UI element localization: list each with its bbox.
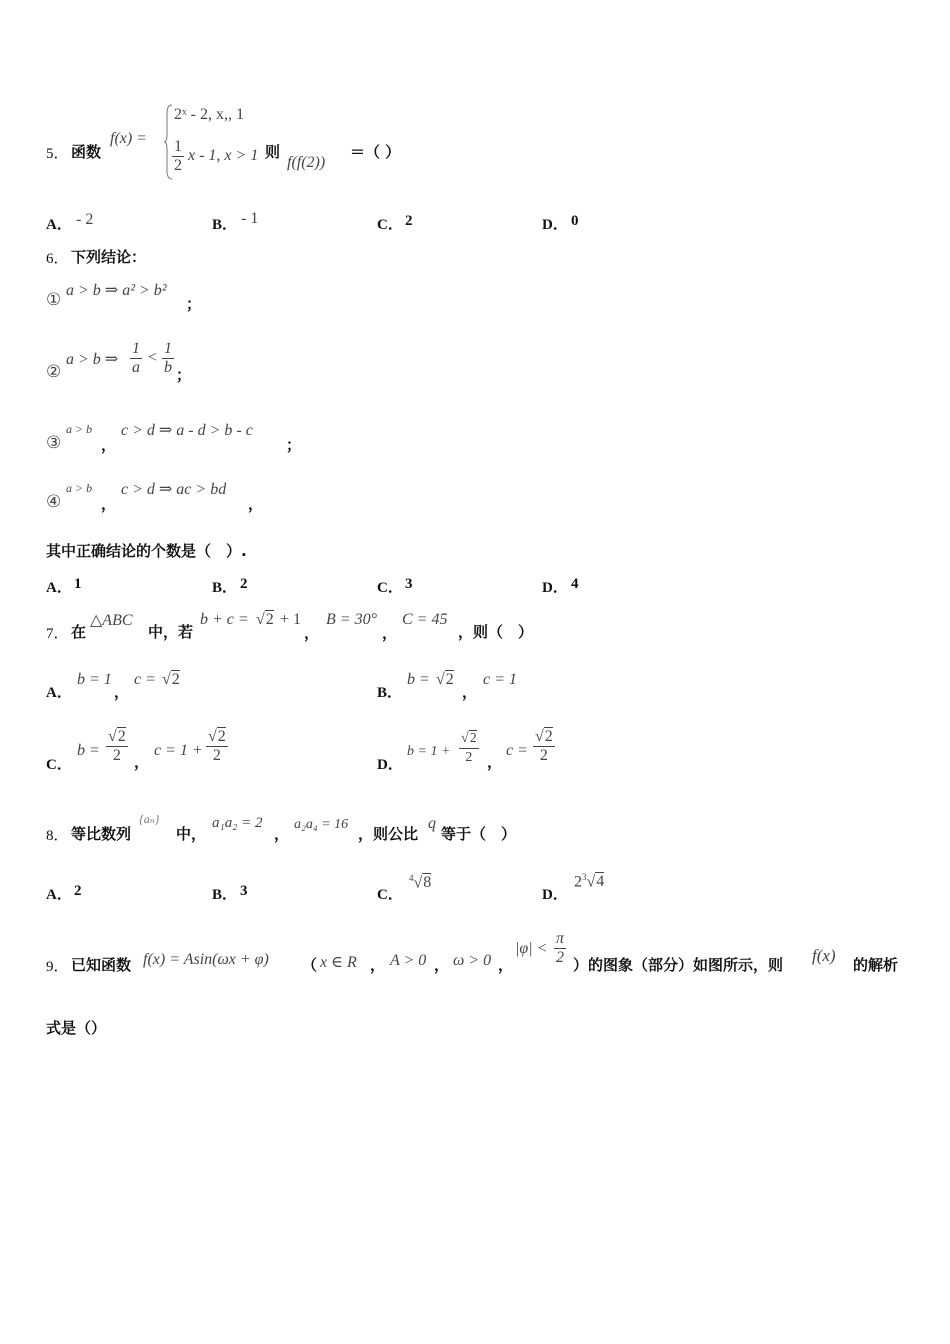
- q7-option-b-b-rad: 2: [445, 671, 454, 688]
- q7-option-d-c-num: 2: [544, 728, 553, 745]
- q7-option-a-comma: ，: [114, 683, 130, 701]
- q7-option-a-c-rad: 2: [171, 671, 180, 688]
- q7-option-a-letter: A．: [46, 685, 72, 701]
- q8-tail-a: ，则公比: [358, 825, 419, 843]
- q6-item1-end: ；: [186, 295, 202, 313]
- q6-option-b-letter: B．: [212, 580, 238, 596]
- q6-item2-end: ；: [176, 366, 192, 384]
- q6-item4-mark: ④: [46, 492, 62, 511]
- q7-option-c-comma: ，: [134, 753, 150, 771]
- q8-option-c-index: 4: [409, 873, 414, 883]
- q8-cond2: a₂a₄ = 16: [294, 817, 349, 832]
- q5-case2-frac-num: 1: [174, 138, 182, 155]
- q6-option-c-letter: C．: [377, 580, 403, 596]
- q5-number: 5．: [46, 146, 69, 162]
- q6-item4-end: ，: [248, 495, 264, 513]
- q5-option-b-value: - 1: [241, 210, 259, 227]
- q7-stem-b: 中，若: [148, 623, 194, 641]
- q8-q: q: [428, 815, 436, 832]
- q6-option-d-letter: D．: [542, 580, 568, 596]
- q9-sep1: ，: [370, 956, 386, 974]
- q8-cond1: a₁a₂ = 2: [212, 815, 263, 831]
- q7-stem-a: 在: [71, 623, 87, 641]
- q5-func-label: f(x) =: [110, 130, 147, 147]
- q7-cond2: B = 30°: [326, 611, 377, 628]
- q7-option-c-b-head: b =: [77, 742, 100, 759]
- q5-case2-fraction: [172, 138, 184, 175]
- q6-stem: 下列结论：: [71, 248, 147, 266]
- q7-option-d-b-num: 2: [469, 731, 477, 746]
- q6-item4-sep: ，: [101, 495, 117, 513]
- q5-option-c-letter: C．: [377, 217, 403, 233]
- q7-sep2: ，: [382, 624, 398, 642]
- q7-cond1-tail: + 1: [280, 611, 302, 628]
- q8-option-b-value: 3: [240, 883, 248, 899]
- q6-item3-sep: ，: [101, 436, 117, 454]
- q6-item4-head: a > b: [66, 481, 93, 495]
- q9-func: f(x) = Asin(ωx + φ): [143, 951, 269, 968]
- q7-option-a-radical: √2: [162, 671, 180, 688]
- q8-option-d-letter: D．: [542, 887, 568, 903]
- q6-item2-frac2-num: 1: [164, 340, 172, 357]
- q7-cond1-rad: 2: [265, 611, 274, 628]
- q9-number: 9．: [46, 959, 69, 975]
- q6-item1-expr: a > b ⇒ a² > b²: [66, 282, 167, 299]
- q6-item2-lt: <: [148, 349, 158, 366]
- q7-option-d-b-den: 2: [465, 750, 473, 765]
- q7-option-a-b: b = 1: [77, 671, 112, 688]
- q9-line2: 式是（）: [46, 1019, 107, 1037]
- q7-cond1-radical: √2: [256, 611, 274, 628]
- q9-c3-num: π: [556, 930, 565, 947]
- q9-tail: 的解析: [853, 956, 899, 974]
- q6-question: 其中正确结论的个数是（ ）.: [46, 542, 247, 560]
- q7-option-d-comma: ，: [487, 753, 503, 771]
- q7-sep1: ，: [304, 624, 320, 642]
- q8-option-c-rad: 8: [423, 874, 432, 892]
- q8-tail-b: 等于（ ）: [441, 825, 517, 843]
- q8-option-d-index: 3: [582, 872, 587, 882]
- q8-stem: 等比数列: [71, 825, 132, 843]
- q8-sep: ，: [274, 825, 290, 843]
- q6-item4-expr: c > d ⇒ ac > bd: [121, 481, 227, 498]
- q7-option-d-c-head: c =: [506, 742, 528, 759]
- q7-option-c-c-den: 2: [212, 747, 221, 764]
- q9-c3-den: 2: [556, 949, 564, 966]
- q5-option-b-letter: B．: [212, 217, 238, 233]
- q7-option-d-c-frac: $\frac{√2}{2}$: [535, 728, 553, 764]
- q8-option-b-letter: B．: [212, 887, 238, 903]
- q5-case2-tail: x - 1, x > 1: [188, 147, 259, 164]
- q7-option-c-b-den: 2: [112, 747, 121, 764]
- q7-cond3: C = 45: [402, 611, 448, 628]
- q6-item2-frac1: [130, 340, 142, 377]
- q5-option-a-value: - 2: [76, 211, 94, 228]
- q6-option-c-value: 3: [405, 576, 413, 592]
- q5-option-a-letter: A．: [46, 217, 72, 233]
- q5-stem: 函数: [71, 143, 102, 161]
- q6-item3-head: a > b: [66, 422, 93, 436]
- q7-option-b-b-head: b =: [407, 671, 430, 688]
- q6-option-a-value: 1: [74, 576, 82, 592]
- q7-option-b-letter: B．: [377, 685, 403, 701]
- q9-paren-open: （: [302, 956, 318, 974]
- q5-option-d-value: 0: [571, 213, 579, 229]
- q8-option-a-letter: A．: [46, 887, 72, 903]
- q6-item2-frac1-den: a: [132, 359, 140, 376]
- q9-c2: ω > 0: [453, 952, 492, 969]
- q8-mid: 中，: [176, 825, 207, 843]
- q9-fx: f(x): [812, 946, 836, 965]
- q9-sep3: ，: [498, 956, 514, 974]
- q6-option-a-letter: A．: [46, 580, 72, 596]
- q7-option-c-c-frac: $\frac{√2}{2}$: [208, 728, 226, 764]
- q5-option-c-value: 2: [405, 213, 413, 229]
- q5-expr: f(f(2)): [287, 154, 326, 171]
- q8-number: 8．: [46, 828, 69, 844]
- q7-option-d-b-frac: $\frac{√2}{2}$: [461, 731, 477, 765]
- q9-c3-head: |φ| <: [515, 940, 548, 957]
- q8-option-a-value: 2: [74, 883, 82, 899]
- q5-case1: 2ˣ - 2, x,, 1: [174, 106, 244, 123]
- q7-option-c-c-head: c = 1 +: [154, 742, 203, 759]
- q6-item3-expr: c > d ⇒ a - d > b - c: [121, 422, 253, 439]
- q6-number: 6．: [46, 251, 69, 267]
- q6-item1-mark: ①: [46, 290, 62, 309]
- q6-item2-frac2: [162, 340, 174, 377]
- q8-option-c-letter: C．: [377, 887, 403, 903]
- q5-then: 则: [265, 143, 281, 161]
- q5-option-d-letter: D．: [542, 217, 568, 233]
- q9-c3-frac: [554, 930, 566, 967]
- q7-option-c-b-frac: $\frac{√2}{2}$: [108, 728, 126, 764]
- q6-item3-mark: ③: [46, 433, 62, 452]
- q7-option-c-c-num: 2: [217, 728, 226, 745]
- q6-option-d-value: 4: [571, 576, 579, 592]
- q8-option-d-coef: 2: [574, 873, 582, 891]
- q7-number: 7．: [46, 626, 69, 642]
- q7-cond1-head: b + c =: [200, 611, 249, 628]
- q6-item2-head: a > b ⇒: [66, 351, 119, 368]
- q9-paren-close: ）的图象（部分）如图所示，则: [573, 956, 784, 974]
- q9-c1: A > 0: [390, 952, 427, 969]
- q7-option-b-radical: √2: [436, 671, 454, 688]
- q6-item2-mark: ②: [46, 362, 62, 381]
- q6-item2-frac2-den: b: [164, 359, 172, 376]
- q8-option-c-radical: $^4$√8: [409, 873, 432, 892]
- q8-option-d-rad: 4: [596, 873, 605, 891]
- q9-domain: x ∈ R: [320, 954, 357, 971]
- q5-case2-frac-den: 2: [174, 157, 182, 174]
- q9-sep2: ，: [434, 956, 450, 974]
- q7-option-d-c-den: 2: [539, 747, 548, 764]
- q6-item3-end: ；: [286, 436, 302, 454]
- q7-option-d-b-head: b = 1 +: [407, 744, 451, 759]
- q8-option-d-radical: $2^3√4$: [574, 872, 605, 891]
- q7-option-b-c: c = 1: [483, 671, 517, 688]
- q7-tail: ，则（ ）: [458, 623, 534, 641]
- q6-option-b-value: 2: [240, 576, 248, 592]
- q5-tail: ＝（ ）: [350, 143, 401, 161]
- q6-item2-frac1-num: 1: [132, 340, 140, 357]
- q7-option-c-letter: C．: [46, 757, 72, 773]
- q7-option-c-b-num: 2: [117, 728, 126, 745]
- q7-option-d-letter: D．: [377, 757, 403, 773]
- q8-seq: {aₙ}: [139, 812, 160, 826]
- q7-triangle: △ABC: [90, 612, 133, 629]
- q7-option-a-c-head: c =: [134, 671, 156, 688]
- q7-option-b-comma: ，: [462, 683, 478, 701]
- q9-stem: 已知函数: [71, 956, 132, 974]
